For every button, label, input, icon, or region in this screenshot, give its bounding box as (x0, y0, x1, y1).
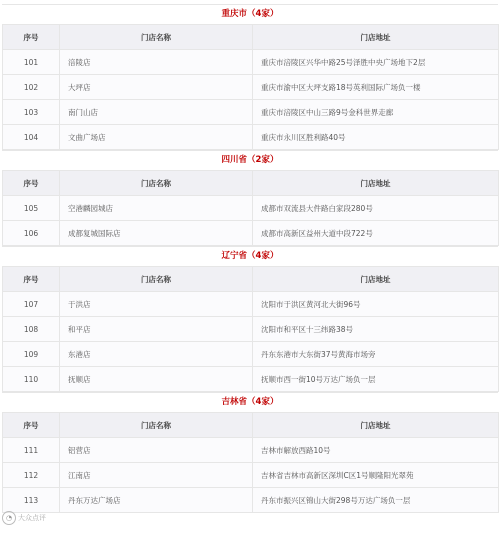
weibo-logo-icon: ◔ (2, 511, 16, 525)
cell-address: 成都市高新区益州大道中段722号 (253, 221, 499, 246)
cell-no: 101 (3, 50, 60, 75)
store-table (2, 412, 499, 513)
table-row (3, 317, 499, 342)
cell-address: 重庆市涪陵区中山三路9号金科世界走廊 (253, 100, 499, 125)
region-section (2, 246, 498, 392)
table-row (3, 463, 499, 488)
region-title: 四川省（2家） (2, 150, 498, 170)
cell-name: 文曲广场店 (60, 125, 253, 150)
cell-name: 涪陵店 (60, 50, 253, 75)
cell-address: 吉林省吉林市高新区深圳C区1号顺隆阳光翠苑 (253, 463, 499, 488)
column-header-address: 门店地址 (253, 267, 499, 292)
cell-no: 109 (3, 342, 60, 367)
cell-name: 于洪店 (60, 292, 253, 317)
column-header-name: 门店名称 (60, 267, 253, 292)
watermark-text: 大众点评 (18, 514, 46, 522)
cell-no: 105 (3, 196, 60, 221)
table-header-row (3, 267, 499, 292)
cell-name: 大坪店 (60, 75, 253, 100)
table-row (3, 125, 499, 150)
cell-address: 沈阳市和平区十三纬路38号 (253, 317, 499, 342)
table-row (3, 342, 499, 367)
table-row (3, 50, 499, 75)
cell-name: 和平店 (60, 317, 253, 342)
cell-no: 108 (3, 317, 60, 342)
cell-address: 沈阳市于洪区黄河北大街96号 (253, 292, 499, 317)
region-section (2, 392, 498, 513)
column-header-no: 序号 (3, 25, 60, 50)
cell-name: 江南店 (60, 463, 253, 488)
table-row (3, 367, 499, 392)
cell-no: 104 (3, 125, 60, 150)
cell-name: 铝营店 (60, 438, 253, 463)
cell-address: 丹东东港市大东街37号黄海市场旁 (253, 342, 499, 367)
cell-name: 丹东万达广场店 (60, 488, 253, 513)
cell-address: 重庆市渝中区大坪支路18号英利国际广场负一楼 (253, 75, 499, 100)
column-header-no: 序号 (3, 171, 60, 196)
cell-name: 南门山店 (60, 100, 253, 125)
region-title: 辽宁省（4家） (2, 246, 498, 266)
table-row (3, 100, 499, 125)
cell-address: 重庆市涪陵区兴华中路25号泽胜中央广场地下2层 (253, 50, 499, 75)
region-section (2, 150, 498, 246)
cell-no: 106 (3, 221, 60, 246)
column-header-no: 序号 (3, 413, 60, 438)
cell-no: 111 (3, 438, 60, 463)
cell-address: 成都市双流县大件路白家段280号 (253, 196, 499, 221)
table-header-row (3, 25, 499, 50)
store-list (2, 4, 498, 513)
column-header-name: 门店名称 (60, 171, 253, 196)
column-header-no: 序号 (3, 267, 60, 292)
cell-name: 东港店 (60, 342, 253, 367)
region-section (2, 4, 498, 150)
cell-no: 103 (3, 100, 60, 125)
cell-address: 抚顺市西一街10号万达广场负一层 (253, 367, 499, 392)
cell-no: 102 (3, 75, 60, 100)
store-table (2, 24, 499, 150)
cell-no: 110 (3, 367, 60, 392)
table-row (3, 292, 499, 317)
column-header-address: 门店地址 (253, 413, 499, 438)
watermark (2, 509, 46, 527)
cell-address: 吉林市解放西路10号 (253, 438, 499, 463)
table-row (3, 196, 499, 221)
cell-no: 112 (3, 463, 60, 488)
cell-no: 113 (3, 488, 60, 513)
store-table (2, 266, 499, 392)
region-title: 重庆市（4家） (2, 4, 498, 24)
region-title: 吉林省（4家） (2, 392, 498, 412)
table-header-row (3, 171, 499, 196)
column-header-name: 门店名称 (60, 25, 253, 50)
table-row (3, 438, 499, 463)
table-row (3, 221, 499, 246)
table-row (3, 488, 499, 513)
column-header-address: 门店地址 (253, 25, 499, 50)
store-table (2, 170, 499, 246)
column-header-address: 门店地址 (253, 171, 499, 196)
table-row (3, 75, 499, 100)
cell-no: 107 (3, 292, 60, 317)
column-header-name: 门店名称 (60, 413, 253, 438)
cell-address: 丹东市振兴区锦山大街298号万达广场负一层 (253, 488, 499, 513)
cell-name: 空港麟园城店 (60, 196, 253, 221)
table-header-row (3, 413, 499, 438)
cell-name: 成都复城国际店 (60, 221, 253, 246)
cell-name: 抚顺店 (60, 367, 253, 392)
cell-address: 重庆市永川区胜利路40号 (253, 125, 499, 150)
